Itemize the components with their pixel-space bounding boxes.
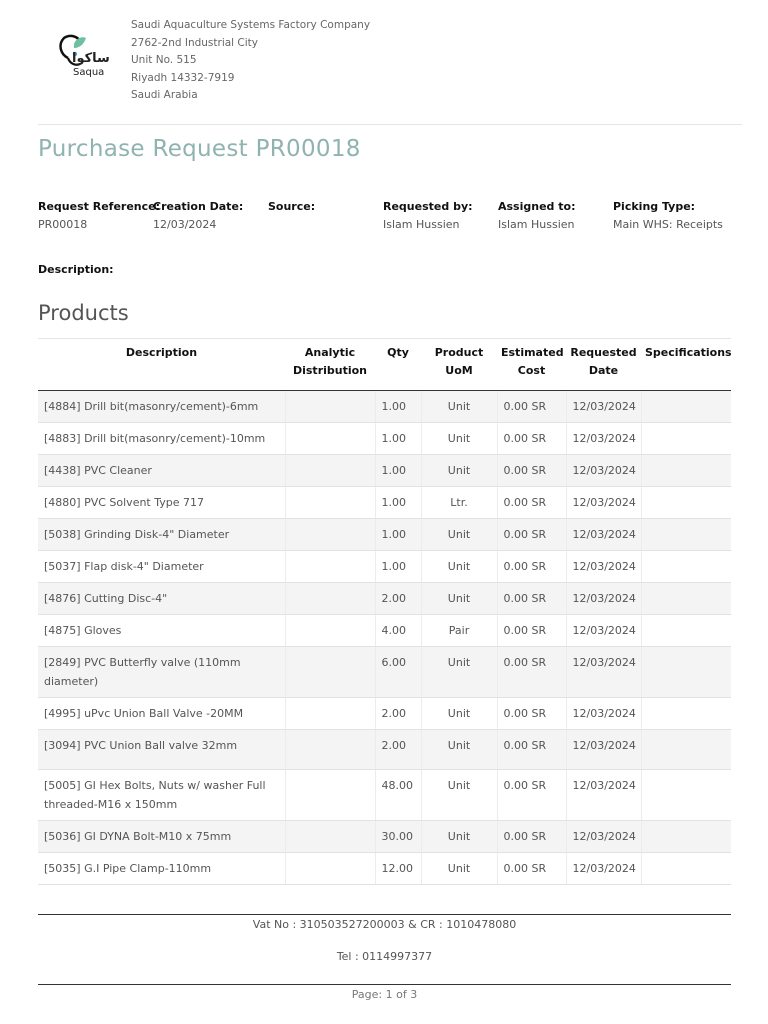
address-line: Unit No. 515 [131, 54, 197, 67]
info-source [268, 200, 386, 218]
cell-description: [4883] Drill bit(masonry/cement)-10mm [38, 423, 285, 455]
cell-specifications [641, 770, 731, 821]
cell-qty: 30.00 [375, 821, 421, 853]
cell-specifications [641, 487, 731, 519]
cell-requested-date: 12/03/2024 [566, 519, 641, 551]
cell-analytic-distribution [285, 391, 375, 423]
cell-estimated-cost: 0.00 SR [497, 821, 566, 853]
cell-requested-date: 12/03/2024 [566, 730, 641, 770]
address-country: Saudi Arabia [131, 89, 198, 102]
cell-qty: 1.00 [375, 455, 421, 487]
cell-qty: 6.00 [375, 647, 421, 698]
info-picking-type [613, 200, 731, 231]
column-header-analytic-distribution: Analytic Distribution [285, 339, 375, 391]
table-row [38, 391, 731, 423]
cell-specifications [641, 821, 731, 853]
column-header-description: Description [38, 339, 285, 391]
cell-analytic-distribution [285, 487, 375, 519]
info-assigned-to [498, 200, 616, 231]
cell-requested-date: 12/03/2024 [566, 391, 641, 423]
info-label: Requested by: [383, 200, 473, 213]
cell-description: [3094] PVC Union Ball valve 32mm [38, 730, 285, 770]
cell-analytic-distribution [285, 423, 375, 455]
cell-analytic-distribution [285, 583, 375, 615]
cell-description: [4884] Drill bit(masonry/cement)-6mm [38, 391, 285, 423]
cell-specifications [641, 551, 731, 583]
cell-qty: 1.00 [375, 551, 421, 583]
cell-description: [4995] uPvc Union Ball Valve -20MM [38, 698, 285, 730]
info-label: Assigned to: [498, 200, 576, 213]
cell-uom: Unit [421, 698, 497, 730]
cell-uom: Unit [421, 519, 497, 551]
table-row [38, 455, 731, 487]
cell-description: [4880] PVC Solvent Type 717 [38, 487, 285, 519]
address-line: 2762-2nd Industrial City [131, 36, 259, 49]
cell-requested-date: 12/03/2024 [566, 698, 641, 730]
cell-description: [4875] Gloves [38, 615, 285, 647]
info-value: PR00018 [38, 218, 88, 231]
address-line: Riyadh 14332-7919 [131, 71, 235, 84]
cell-estimated-cost: 0.00 SR [497, 423, 566, 455]
cell-specifications [641, 455, 731, 487]
cell-analytic-distribution [285, 853, 375, 885]
cell-requested-date: 12/03/2024 [566, 583, 641, 615]
cell-qty: 1.00 [375, 487, 421, 519]
cell-description: [5036] GI DYNA Bolt-M10 x 75mm [38, 821, 285, 853]
cell-qty: 4.00 [375, 615, 421, 647]
cell-estimated-cost: 0.00 SR [497, 698, 566, 730]
cell-uom: Unit [421, 455, 497, 487]
cell-analytic-distribution [285, 821, 375, 853]
cell-uom: Unit [421, 391, 497, 423]
cell-description: [2849] PVC Butterfly valve (110mm diameter) [38, 647, 285, 698]
table-row [38, 730, 731, 770]
info-value: 12/03/2024 [153, 218, 217, 231]
cell-uom: Unit [421, 730, 497, 770]
cell-estimated-cost: 0.00 SR [497, 730, 566, 770]
cell-analytic-distribution [285, 455, 375, 487]
cell-analytic-distribution [285, 551, 375, 583]
cell-description: [5037] Flap disk-4" Diameter [38, 551, 285, 583]
column-header-product-uom: Product UoM [421, 339, 497, 391]
cell-uom: Unit [421, 821, 497, 853]
cell-qty: 1.00 [375, 519, 421, 551]
info-value: Islam Hussien [383, 218, 460, 231]
cell-specifications [641, 698, 731, 730]
cell-analytic-distribution [285, 615, 375, 647]
info-value: Main WHS: Receipts [613, 218, 723, 231]
table-header-row [38, 339, 731, 391]
cell-requested-date: 12/03/2024 [566, 551, 641, 583]
cell-uom: Unit [421, 647, 497, 698]
document-header [38, 14, 742, 125]
cell-description: [4438] PVC Cleaner [38, 455, 285, 487]
cell-estimated-cost: 0.00 SR [497, 519, 566, 551]
cell-requested-date: 12/03/2024 [566, 770, 641, 821]
column-header-qty: Qty [375, 339, 421, 391]
cell-specifications [641, 423, 731, 455]
cell-description: [5035] G.I Pipe Clamp-110mm [38, 853, 285, 885]
cell-qty: 2.00 [375, 730, 421, 770]
cell-qty: 12.00 [375, 853, 421, 885]
column-header-requested-date: Requested Date [566, 339, 641, 391]
logo-english-text: Saqua [73, 67, 105, 78]
cell-uom: Unit [421, 853, 497, 885]
table-row [38, 770, 731, 821]
page-title: Purchase Request PR00018 [38, 136, 361, 162]
products-heading: Products [38, 301, 129, 325]
info-requested-by [383, 200, 501, 231]
logo-arabic-text: ساكوا [72, 51, 110, 66]
cell-description: [5038] Grinding Disk-4" Diameter [38, 519, 285, 551]
table-row [38, 698, 731, 730]
cell-analytic-distribution [285, 698, 375, 730]
cell-qty: 48.00 [375, 770, 421, 821]
cell-qty: 1.00 [375, 423, 421, 455]
cell-description: [4876] Cutting Disc-4" [38, 583, 285, 615]
cell-specifications [641, 583, 731, 615]
footer-tel: Tel : 0114997377 [336, 950, 433, 963]
cell-analytic-distribution [285, 770, 375, 821]
cell-qty: 1.00 [375, 391, 421, 423]
description-label: Description: [38, 263, 114, 276]
products-table [38, 338, 731, 885]
table-row [38, 487, 731, 519]
cell-requested-date: 12/03/2024 [566, 423, 641, 455]
cell-analytic-distribution [285, 519, 375, 551]
info-label: Creation Date: [153, 200, 244, 213]
table-row [38, 615, 731, 647]
company-address [131, 17, 370, 105]
cell-estimated-cost: 0.00 SR [497, 770, 566, 821]
cell-specifications [641, 391, 731, 423]
cell-uom: Pair [421, 615, 497, 647]
cell-requested-date: 12/03/2024 [566, 455, 641, 487]
column-header-estimated-cost: Estimated Cost [497, 339, 566, 391]
cell-description: [5005] GI Hex Bolts, Nuts w/ washer Full threaded-M16 x 150mm [38, 770, 285, 821]
cell-qty: 2.00 [375, 698, 421, 730]
page-number: Page: 1 of 3 [351, 988, 418, 1001]
footer-divider [38, 984, 731, 985]
cell-specifications [641, 853, 731, 885]
footer-vat: Vat No : 310503527200003 & CR : 1010478080 [252, 918, 517, 931]
cell-uom: Unit [421, 770, 497, 821]
info-creation-date [153, 200, 271, 231]
cell-requested-date: 12/03/2024 [566, 487, 641, 519]
cell-requested-date: 12/03/2024 [566, 821, 641, 853]
cell-analytic-distribution [285, 730, 375, 770]
info-label: Source: [268, 200, 316, 213]
cell-uom: Unit [421, 551, 497, 583]
footer-divider [38, 914, 731, 915]
cell-estimated-cost: 0.00 SR [497, 455, 566, 487]
cell-requested-date: 12/03/2024 [566, 615, 641, 647]
cell-analytic-distribution [285, 647, 375, 698]
cell-estimated-cost: 0.00 SR [497, 615, 566, 647]
table-row [38, 647, 731, 698]
cell-specifications [641, 519, 731, 551]
cell-requested-date: 12/03/2024 [566, 853, 641, 885]
column-header-specifications: Specifications [641, 339, 731, 391]
company-name: Saudi Aquaculture Systems Factory Company [131, 19, 371, 31]
cell-estimated-cost: 0.00 SR [497, 391, 566, 423]
cell-uom: Ltr. [421, 487, 497, 519]
cell-requested-date: 12/03/2024 [566, 647, 641, 698]
cell-uom: Unit [421, 583, 497, 615]
info-value: Islam Hussien [498, 218, 575, 231]
table-row [38, 551, 731, 583]
table-row [38, 821, 731, 853]
cell-specifications [641, 615, 731, 647]
cell-estimated-cost: 0.00 SR [497, 583, 566, 615]
cell-estimated-cost: 0.00 SR [497, 853, 566, 885]
table-row [38, 519, 731, 551]
cell-qty: 2.00 [375, 583, 421, 615]
cell-estimated-cost: 0.00 SR [497, 551, 566, 583]
cell-uom: Unit [421, 423, 497, 455]
cell-estimated-cost: 0.00 SR [497, 487, 566, 519]
table-row [38, 423, 731, 455]
cell-specifications [641, 730, 731, 770]
table-row [38, 583, 731, 615]
cell-estimated-cost: 0.00 SR [497, 647, 566, 698]
cell-specifications [641, 647, 731, 698]
info-request-reference [38, 200, 161, 231]
info-label: Request Reference: [38, 200, 161, 213]
table-row [38, 853, 731, 885]
info-label: Picking Type: [613, 200, 696, 213]
